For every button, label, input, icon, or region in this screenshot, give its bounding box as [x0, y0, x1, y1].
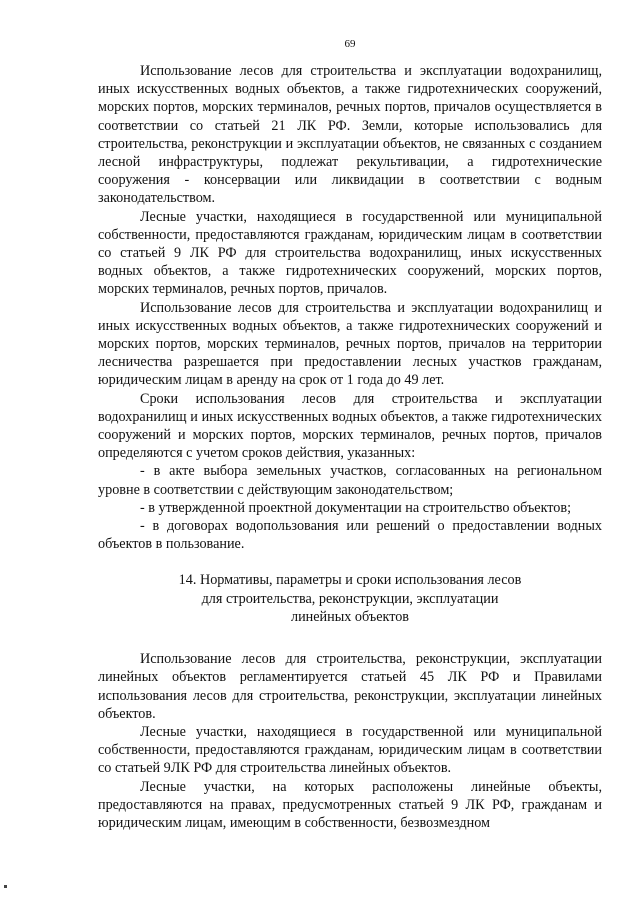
list-item: - в утвержденной проектной документации на строительство объектов;	[140, 499, 572, 516]
paragraph-lease-use-art21: Использование лесов для строительства и эксплуатации водохранилищ, иных искусственных водных объектов, а также гидротехнических сооружений, морских портов, морских терминалов, речных портов, причалов осуществляется в соответствии со статьей 21 ЛК РФ. Земли, которые использовались для строительства, реконструкции и эксплуатации объектов, не связанных с созданием лесной инфраструктуры, подлежат рекультивации, а гидротехнические сооружения - консервации или ликвидации в соответствии с водным законодательством.	[98, 63, 602, 207]
paragraph-linear-objects-art45: Использование лесов для строительства, реконструкции, эксплуатации линейных объектов регламентируется статьей 45 ЛК РФ и Правилами использования лесов для строительства, реконструкции, эксплуатации линейных объектов.	[98, 651, 602, 722]
list-item: - в договорах водопользования или решений о предоставлении водных объектов в пользование.	[98, 518, 602, 553]
section-heading-line: для строительства, реконструкции, эксплуатации	[201, 590, 499, 607]
paragraph-linear-plots-rights: Лесные участки, на которых расположены линейные объекты, предоставляются на правах, предусмотренных статьей 9 ЛК РФ, гражданам и юридическим лицам, имеющим в собственности, безвозмездном	[98, 778, 602, 831]
paragraph-plots-provision: Лесные участки, находящиеся в государственной или муниципальной собственности, предоставляются гражданам, юридическим лицам в соответствии со статьей 9 ЛК РФ для строительства водохранилищ, иных искусственных водных объектов, а также гидротехнических сооружений, морских портов, морских терминалов, речных портов, причалов.	[98, 208, 602, 298]
page-number: 69	[344, 38, 356, 50]
scan-mark	[4, 885, 7, 888]
paragraph-linear-plots-provision: Лесные участки, находящиеся в государственной или муниципальной собственности, предоставляются гражданам, юридическим лицам в соответствии со статьей 9ЛК РФ для строительства линейных объектов.	[98, 723, 602, 777]
list-item: - в акте выбора земельных участков, согласованных на региональном уровне в соответствии с действующим законодательством;	[98, 463, 602, 498]
section-heading-line: 14. Нормативы, параметры и сроки использования лесов	[178, 572, 522, 589]
paragraph-lease-term: Использование лесов для строительства и эксплуатации водохранилищ и иных искусственных водных объектов, а также гидротехнических сооружений и морских портов, морских терминалов, речных портов, причалов на территории лесничества разрешается при предоставлении лесных участков гражданам, юридическим лицам в аренду на срок от 1 года до 49 лет.	[98, 299, 602, 389]
document-page	[98, 38, 602, 832]
paragraph-terms-defined: Сроки использования лесов для строительства и эксплуатации водохранилищ и иных искусственных водных объектов, а также гидротехнических сооружений и морских портов, морских терминалов, речных портов, причалов определяются с учетом сроков действия, указанных:	[98, 390, 602, 462]
section-heading-line: линейных объектов	[290, 608, 410, 625]
section-heading	[98, 571, 602, 626]
